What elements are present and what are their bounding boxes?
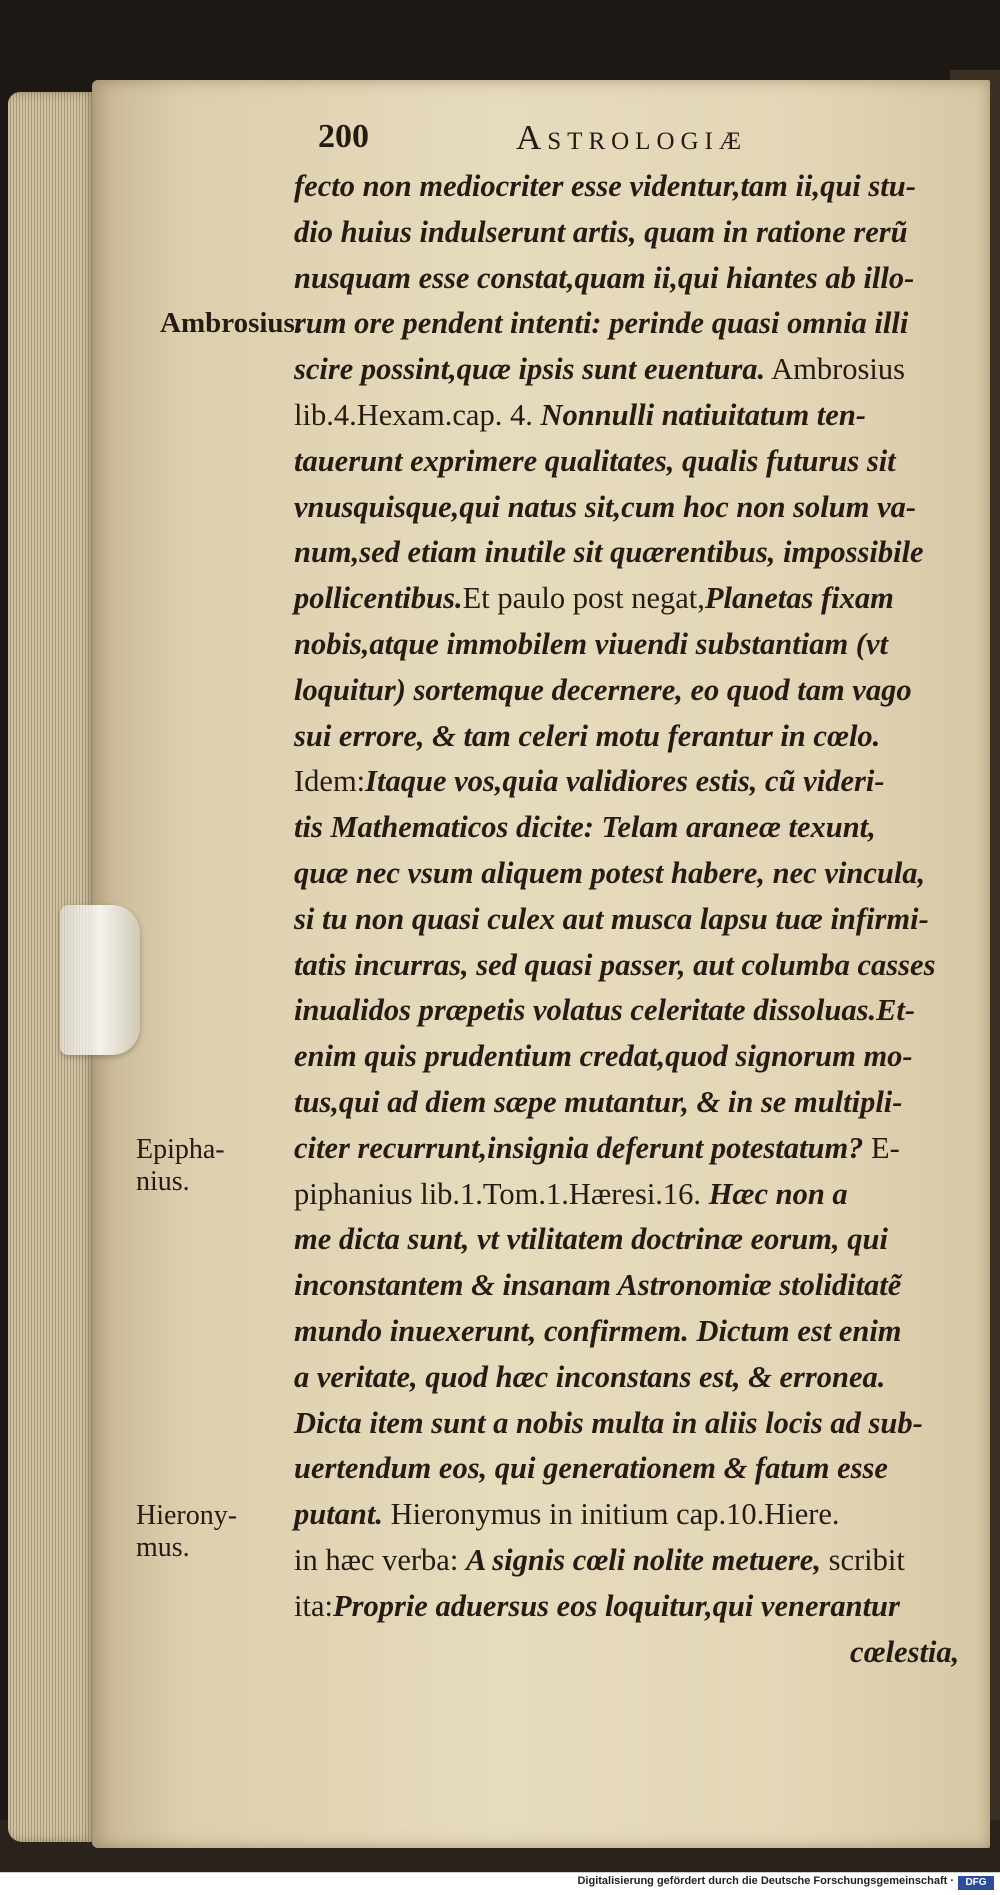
text-line: vnusquisque,qui natus sit,cum hoc non solum va- [294,489,917,524]
text-line: tatis incurras, sed quasi passer, aut columba casses [294,947,936,982]
text-line: Dicta item sunt a nobis multa in aliis locis ad sub- [294,1405,923,1440]
text-line: ita:Proprie aduersus eos loquitur,qui venerantur [294,1588,900,1623]
text-line: si tu non quasi culex aut musca lapsu tuæ infirmi- [294,901,929,936]
text-line: me dicta sunt, vt vtilitatem doctrinæ eorum, qui [294,1222,888,1257]
text-line: enim quis prudentium credat,quod signorum mo- [294,1039,913,1074]
margin-note-hieronymus-1: Hierony- [136,1500,238,1532]
text-line-catchword: cœlestia, [850,1634,960,1669]
page-clip [60,905,140,1055]
text-line: citer recurrunt,insignia deferunt potestatum? E- [294,1130,900,1165]
text-line: rum ore pendent intenti: perinde quasi omnia illi [294,306,909,341]
text-line: Idem:Itaque vos,quia validiores estis, cũ videri- [294,764,885,799]
running-head: Astrologiæ [516,118,748,157]
margin-note-epiphanius-1: Epipha- [136,1133,225,1165]
text-line: putant. Hieronymus in initium cap.10.Hiere. [294,1497,840,1532]
footer-bar [0,1872,1000,1895]
text-line: inconstantem & insanam Astronomiæ stoliditatẽ [294,1268,902,1303]
text-line: sui errore, & tam celeri motu ferantur in cœlo. [294,718,881,753]
margin-note-ambrosius: Ambrosius. [160,307,303,340]
text-line: tauerunt exprimere qualitates, qualis futurus sit [294,443,896,478]
text-line: scire possint,quæ ipsis sunt euentura. Ambrosius [294,352,906,387]
margin-note-epiphanius-2: nius. [136,1165,190,1197]
text-line: piphanius lib.1.Tom.1.Hæresi.16. Hæc non a [294,1176,848,1211]
text-line: nusquam esse constat,quam ii,qui hiantes ab illo- [294,260,915,295]
digitization-credit: Digitalisierung gefördert durch die Deutsche Forschungsgemeinschaft · [577,1875,954,1887]
text-line: in hæc verba: A signis cœli nolite metuere, scribit [294,1543,905,1577]
margin-note-hieronymus-2: mus. [136,1532,190,1564]
text-line: mundo inuexerunt, confirmem. Dictum est enim [294,1314,902,1348]
text-line: pollicentibus.Et paulo post negat,Planetas fixam [294,581,894,616]
text-line: quæ nec vsum aliquem potest habere, nec vincula, [294,856,926,890]
text-line: inualidos præpetis volatus celeritate dissoluas.Et- [294,993,916,1028]
text-line: uertendum eos, qui generationem & fatum esse [294,1451,888,1486]
text-line: a veritate, quod hæc inconstans est, & erronea. [294,1359,886,1394]
page-number: 200 [318,118,369,155]
text-line: fecto non mediocriter esse videntur,tam ii,qui stu- [294,169,916,203]
text-line: loquitur) sortemque decernere, eo quod tam vago [294,672,912,707]
text-line: num,sed etiam inutile sit quærentibus, impossibile [294,535,924,570]
text-line: tus,qui ad diem sæpe mutantur, & in se multipli- [294,1085,903,1119]
text-line: lib.4.Hexam.cap. 4. Nonnulli natiuitatum ten- [294,398,866,432]
page-header [318,118,958,168]
text-line: nobis,atque immobilem viuendi substantiam (vt [294,627,888,661]
text-line: tis Mathematicos dicite: Telam araneæ texunt, [294,810,876,845]
dfg-logo: DFG [958,1876,994,1890]
text-line: dio huius indulserunt artis, quam in ratione rerũ [294,214,908,249]
